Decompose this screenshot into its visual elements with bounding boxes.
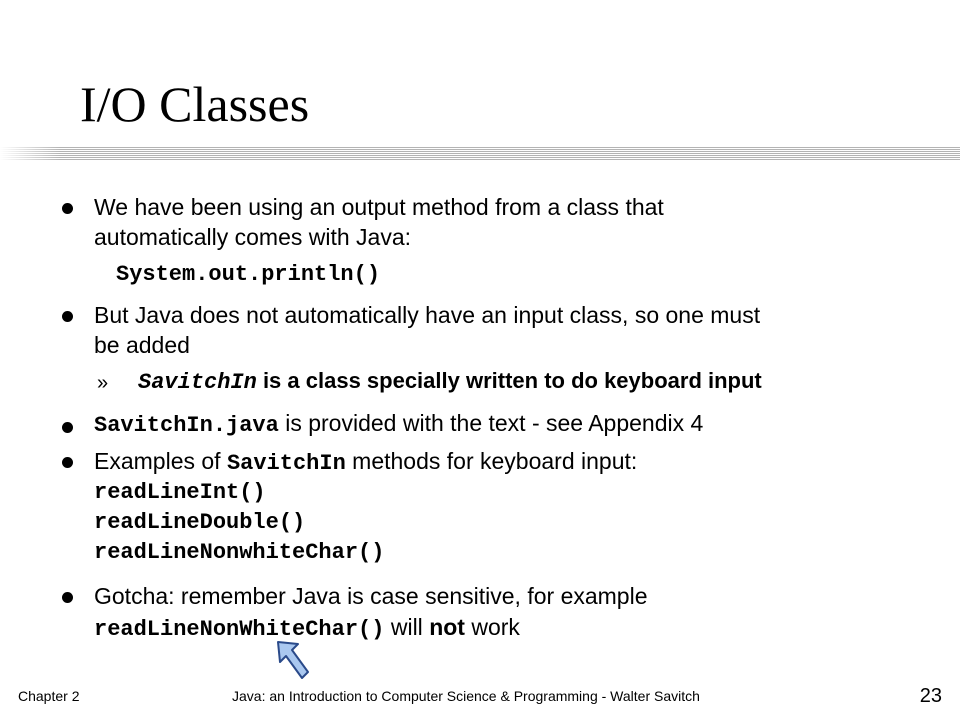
page-number: 23 <box>919 685 942 707</box>
savitchin-java-code: SavitchIn.java <box>94 413 279 438</box>
bullet-1-line-2: automatically comes with Java: <box>94 224 412 250</box>
bullet-marker <box>62 457 73 468</box>
method-read-line-int: readLineInt() <box>94 480 266 505</box>
bullet-3-text: is provided with the text - see Appendix 4 <box>278 410 704 436</box>
pointer-arrow-icon <box>274 638 314 682</box>
bullet-5-text-before-bold: will <box>384 614 430 640</box>
bullet-1-line-1: We have been using an output method from a class that <box>94 194 664 220</box>
bullet-4-text-after: methods for keyboard input: <box>345 448 638 474</box>
wrong-method-code: readLineNonWhiteChar() <box>94 617 385 642</box>
bullet-marker <box>62 422 73 433</box>
footer-course-title: Java: an Introduction to Computer Science & Programming - Walter Savitch <box>232 688 700 704</box>
method-read-line-double: readLineDouble() <box>94 510 306 535</box>
bullet-5-text-after-bold: work <box>464 614 520 640</box>
bullet-4-line <box>94 446 637 479</box>
not-emphasis: not <box>429 614 465 640</box>
bullet-5-line-1: Gotcha: remember Java is case sensitive, for example <box>94 583 648 609</box>
savitchin-code: SavitchIn <box>138 370 257 395</box>
bullet-marker <box>62 311 73 322</box>
bullet-4-text-before: Examples of <box>94 448 227 474</box>
slide-title: I/O Classes <box>80 76 310 132</box>
bullet-2-sub-item <box>138 366 762 398</box>
footer-chapter: Chapter 2 <box>18 688 80 704</box>
bullet-marker <box>62 203 73 214</box>
title-divider <box>0 147 960 161</box>
bullet-marker <box>62 592 73 603</box>
bullet-2-line-1: But Java does not automatically have an input class, so one must <box>94 302 761 328</box>
bullet-1-code: System.out.println() <box>116 262 381 287</box>
method-read-line-nonwhite-char: readLineNonwhiteChar() <box>94 540 385 565</box>
sub-item-text: is a class specially written to do keyboard input <box>256 368 762 393</box>
savitchin-code: SavitchIn <box>226 451 346 476</box>
sub-bullet-marker: » <box>97 372 109 394</box>
bullet-2-line-2: be added <box>94 332 190 358</box>
bullet-3-line <box>94 408 703 441</box>
